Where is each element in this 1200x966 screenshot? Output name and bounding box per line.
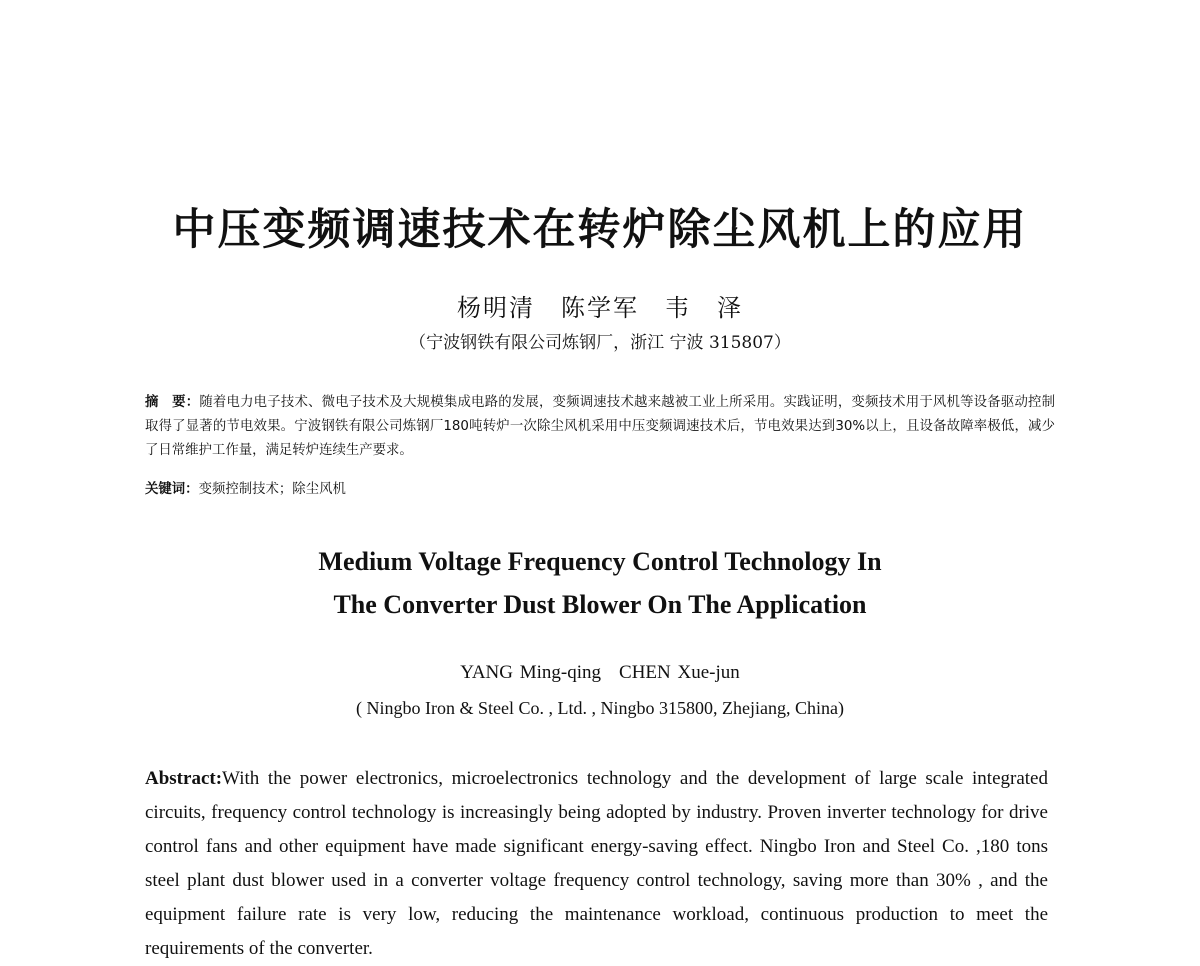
- authors-english: [0, 662, 1200, 684]
- title-english: [0, 540, 1200, 626]
- keywords-chinese-label: 关键词：: [145, 482, 199, 497]
- author-english-1: YANG Ming-qing: [460, 662, 602, 683]
- affiliation-english: ( Ningbo Iron & Steel Co. , Ltd. , Ningbo 315800, Zhejiang, China): [356, 698, 844, 718]
- abstract-chinese-text: 随着电力电子技术、微电子技术及大规模集成电路的发展，变频调速技术越来越被工业上所采用。实践证明，变频技术用于风机等设备驱动控制取得了显著的节电效果。宁波钢铁有限公司炼钢厂180吨转炉一次除尘风机采用中压变频调速技术后，节电效果达到30%以上，且设备故障率极低，减少了日常维护工作量，满足转炉连续生产要求。: [145, 395, 1055, 458]
- abstract-chinese-label: 摘 要：: [145, 395, 200, 410]
- keywords-chinese: [145, 478, 1055, 502]
- author-english-2: CHEN Xue-jun: [619, 662, 740, 683]
- abstract-english-label: Abstract:: [145, 768, 223, 789]
- authors-chinese: 杨明清 陈学军 韦 泽: [457, 294, 743, 322]
- abstract-chinese: [145, 391, 1055, 463]
- title-english-line-1: Medium Voltage Frequency Control Technology In: [318, 547, 882, 576]
- abstract-english: [145, 762, 1048, 966]
- abstract-english-text: With the power electronics, microelectronics technology and the development of large scale integrated circuits, frequency control technology is increasingly being adopted by industry. Proven inverter technology for drive control fans and other equipment have made significant energy-saving effect. Ningbo Iron and Steel Co. ,180 tons steel plant dust blower used in a converter voltage frequency control technology, saving more than 30% , and the equipment failure rate is very low, reducing the maintenance workload, continuous production to meet the requirements of the converter.: [145, 768, 1048, 959]
- keywords-chinese-text: 变频控制技术；除尘风机: [198, 482, 346, 497]
- affiliation-chinese: （宁波钢铁有限公司炼钢厂，浙江 宁波 315807）: [409, 333, 791, 353]
- title-english-line-2: The Converter Dust Blower On The Application: [333, 590, 867, 619]
- title-chinese: 中压变频调速技术在转炉除尘风机上的应用: [172, 205, 1028, 255]
